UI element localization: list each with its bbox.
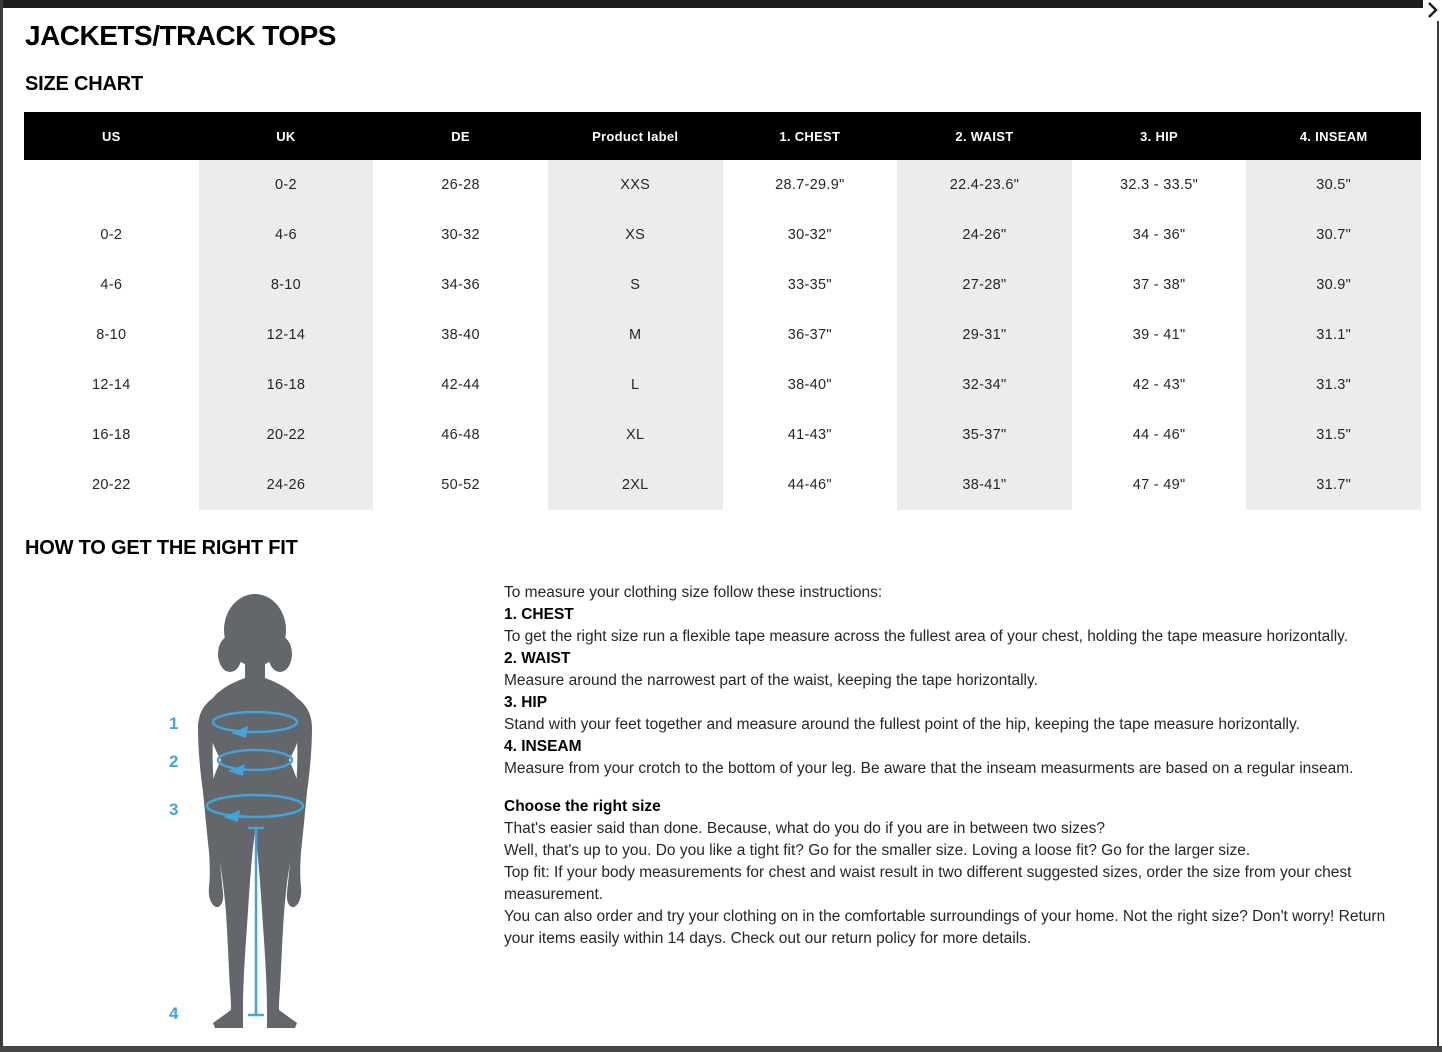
table-cell: 12-14 <box>199 310 374 360</box>
fit-heading: HOW TO GET THE RIGHT FIT <box>25 537 298 559</box>
table-cell: 36-37" <box>787 327 832 343</box>
table-cell: 33-35" <box>787 277 832 293</box>
table-cell: 50-52 <box>441 477 480 493</box>
table-cell: 47 - 49" <box>1132 477 1186 493</box>
table-cell: 34 - 36" <box>1132 227 1186 243</box>
table-cell: 30.7" <box>1246 210 1421 260</box>
table-cell: 8-10 <box>96 327 127 343</box>
table-cell: 38-40 <box>441 327 480 343</box>
table-cell: 30.9" <box>1246 260 1421 310</box>
size-table-header <box>24 112 1421 160</box>
figure-label-4: 4 <box>169 1004 179 1023</box>
table-cell: 28.7-29.9" <box>775 177 845 193</box>
choose-size-line: You can also order and try your clothing on in the comfortable surroundings of your home. Not the right size? Don't worry! Return your items easily within 14 days. Check out our return policy for more details. <box>504 908 1386 947</box>
table-cell: 16-18 <box>199 360 374 410</box>
table-cell: 37 - 38" <box>1132 277 1186 293</box>
table-row <box>24 260 1421 310</box>
page-title: JACKETS/TRACK TOPS <box>25 20 336 51</box>
table-cell: 31.3" <box>1246 360 1421 410</box>
figure-label-3: 3 <box>169 800 179 819</box>
table-row <box>24 360 1421 410</box>
table-cell: 29-31" <box>897 310 1072 360</box>
measurement-figure <box>125 588 385 1038</box>
measure-items <box>504 604 1407 780</box>
table-cell: 4-6 <box>100 277 123 293</box>
column-header: 2. WAIST <box>897 112 1072 160</box>
measure-label: 2. WAIST <box>504 650 571 667</box>
table-cell: S <box>548 260 723 310</box>
table-cell: 24-26 <box>199 460 374 510</box>
table-cell: 24-26" <box>897 210 1072 260</box>
body-silhouette <box>125 588 385 1038</box>
column-header: 3. HIP <box>1072 112 1247 160</box>
table-cell: 30-32" <box>787 227 832 243</box>
table-row <box>24 410 1421 460</box>
table-cell: 0-2 <box>199 160 374 210</box>
fit-instructions <box>504 582 1407 950</box>
dialog-bottom-edge <box>0 1046 1442 1052</box>
table-cell: 30.5" <box>1246 160 1421 210</box>
measure-text: To get the right size run a flexible tape measure across the fullest area of your chest, holding the tape measure horizontally. <box>504 628 1349 645</box>
choose-size-heading: Choose the right size <box>504 798 661 815</box>
choose-size-line: Well, that's up to you. Do you like a tight fit? Go for the smaller size. Loving a loose fit? Go for the larger size. <box>504 842 1251 859</box>
table-cell <box>24 160 199 210</box>
column-header: DE <box>373 112 548 160</box>
table-cell: M <box>548 310 723 360</box>
table-cell: 35-37" <box>897 410 1072 460</box>
table-cell: 32-34" <box>897 360 1072 410</box>
measure-label: 1. CHEST <box>504 606 574 623</box>
choose-size-lines <box>504 818 1407 950</box>
table-cell: XXS <box>548 160 723 210</box>
size-chart-heading: SIZE CHART <box>25 73 144 95</box>
table-cell: 42-44 <box>441 377 480 393</box>
table-cell: 39 - 41" <box>1132 327 1186 343</box>
table-cell: 16-18 <box>92 427 131 443</box>
table-cell: 38-41" <box>897 460 1072 510</box>
table-cell: 26-28 <box>441 177 480 193</box>
table-cell: 38-40" <box>787 377 832 393</box>
figure-label-2: 2 <box>169 752 179 771</box>
table-cell: 42 - 43" <box>1132 377 1186 393</box>
dialog-left-edge <box>0 0 3 1052</box>
table-cell: 4-6 <box>199 210 374 260</box>
measure-label: 4. INSEAM <box>504 738 582 755</box>
column-header: 1. CHEST <box>723 112 898 160</box>
measure-text: Measure around the narrowest part of the waist, keeping the tape horizontally. <box>504 672 1038 689</box>
measure-label: 3. HIP <box>504 694 548 711</box>
column-header: 4. INSEAM <box>1246 112 1421 160</box>
table-cell: 32.3 - 33.5" <box>1120 177 1199 193</box>
table-cell: 27-28" <box>897 260 1072 310</box>
table-cell: 44-46" <box>787 477 832 493</box>
figure-label-1: 1 <box>169 714 179 733</box>
column-header: UK <box>199 112 374 160</box>
table-cell: 46-48 <box>441 427 480 443</box>
size-table <box>24 112 1421 510</box>
fit-intro: To measure your clothing size follow these instructions: <box>504 584 883 601</box>
table-row <box>24 160 1421 210</box>
dialog-right-edge <box>1437 21 1439 1052</box>
dialog-top-edge <box>0 0 1442 8</box>
chevron-right-icon <box>1428 2 1438 18</box>
size-table-body <box>24 160 1421 510</box>
table-cell: 8-10 <box>199 260 374 310</box>
table-cell: XS <box>548 210 723 260</box>
table-cell: 44 - 46" <box>1132 427 1186 443</box>
close-button[interactable] <box>1423 0 1442 21</box>
table-cell: 31.1" <box>1246 310 1421 360</box>
measure-text: Measure from your crotch to the bottom of your leg. Be aware that the inseam measurments are based on a regular inseam. <box>504 760 1354 777</box>
header-row <box>24 112 1421 160</box>
table-cell: 22.4-23.6" <box>897 160 1072 210</box>
choose-size-block <box>504 796 1407 950</box>
table-row <box>24 210 1421 260</box>
column-header: Product label <box>548 112 723 160</box>
table-cell: 20-22 <box>199 410 374 460</box>
table-cell: 20-22 <box>92 477 131 493</box>
measure-text: Stand with your feet together and measure around the fullest point of the hip, keeping the tape measure horizontally. <box>504 716 1300 733</box>
table-cell: L <box>548 360 723 410</box>
table-cell: 2XL <box>548 460 723 510</box>
table-cell: 41-43" <box>787 427 832 443</box>
table-cell: 31.7" <box>1246 460 1421 510</box>
table-cell: 0-2 <box>100 227 123 243</box>
table-row <box>24 310 1421 360</box>
choose-size-line: That's easier said than done. Because, what do you do if you are in between two sizes? <box>504 820 1105 837</box>
table-cell: XL <box>548 410 723 460</box>
table-cell: 34-36 <box>441 277 480 293</box>
column-header: US <box>24 112 199 160</box>
table-cell: 30-32 <box>441 227 480 243</box>
table-cell: 12-14 <box>92 377 131 393</box>
table-row <box>24 460 1421 510</box>
choose-size-line: Top fit: If your body measurements for chest and waist result in two different suggested sizes, order the size from your chest measurement. <box>504 864 1352 903</box>
table-cell: 31.5" <box>1246 410 1421 460</box>
